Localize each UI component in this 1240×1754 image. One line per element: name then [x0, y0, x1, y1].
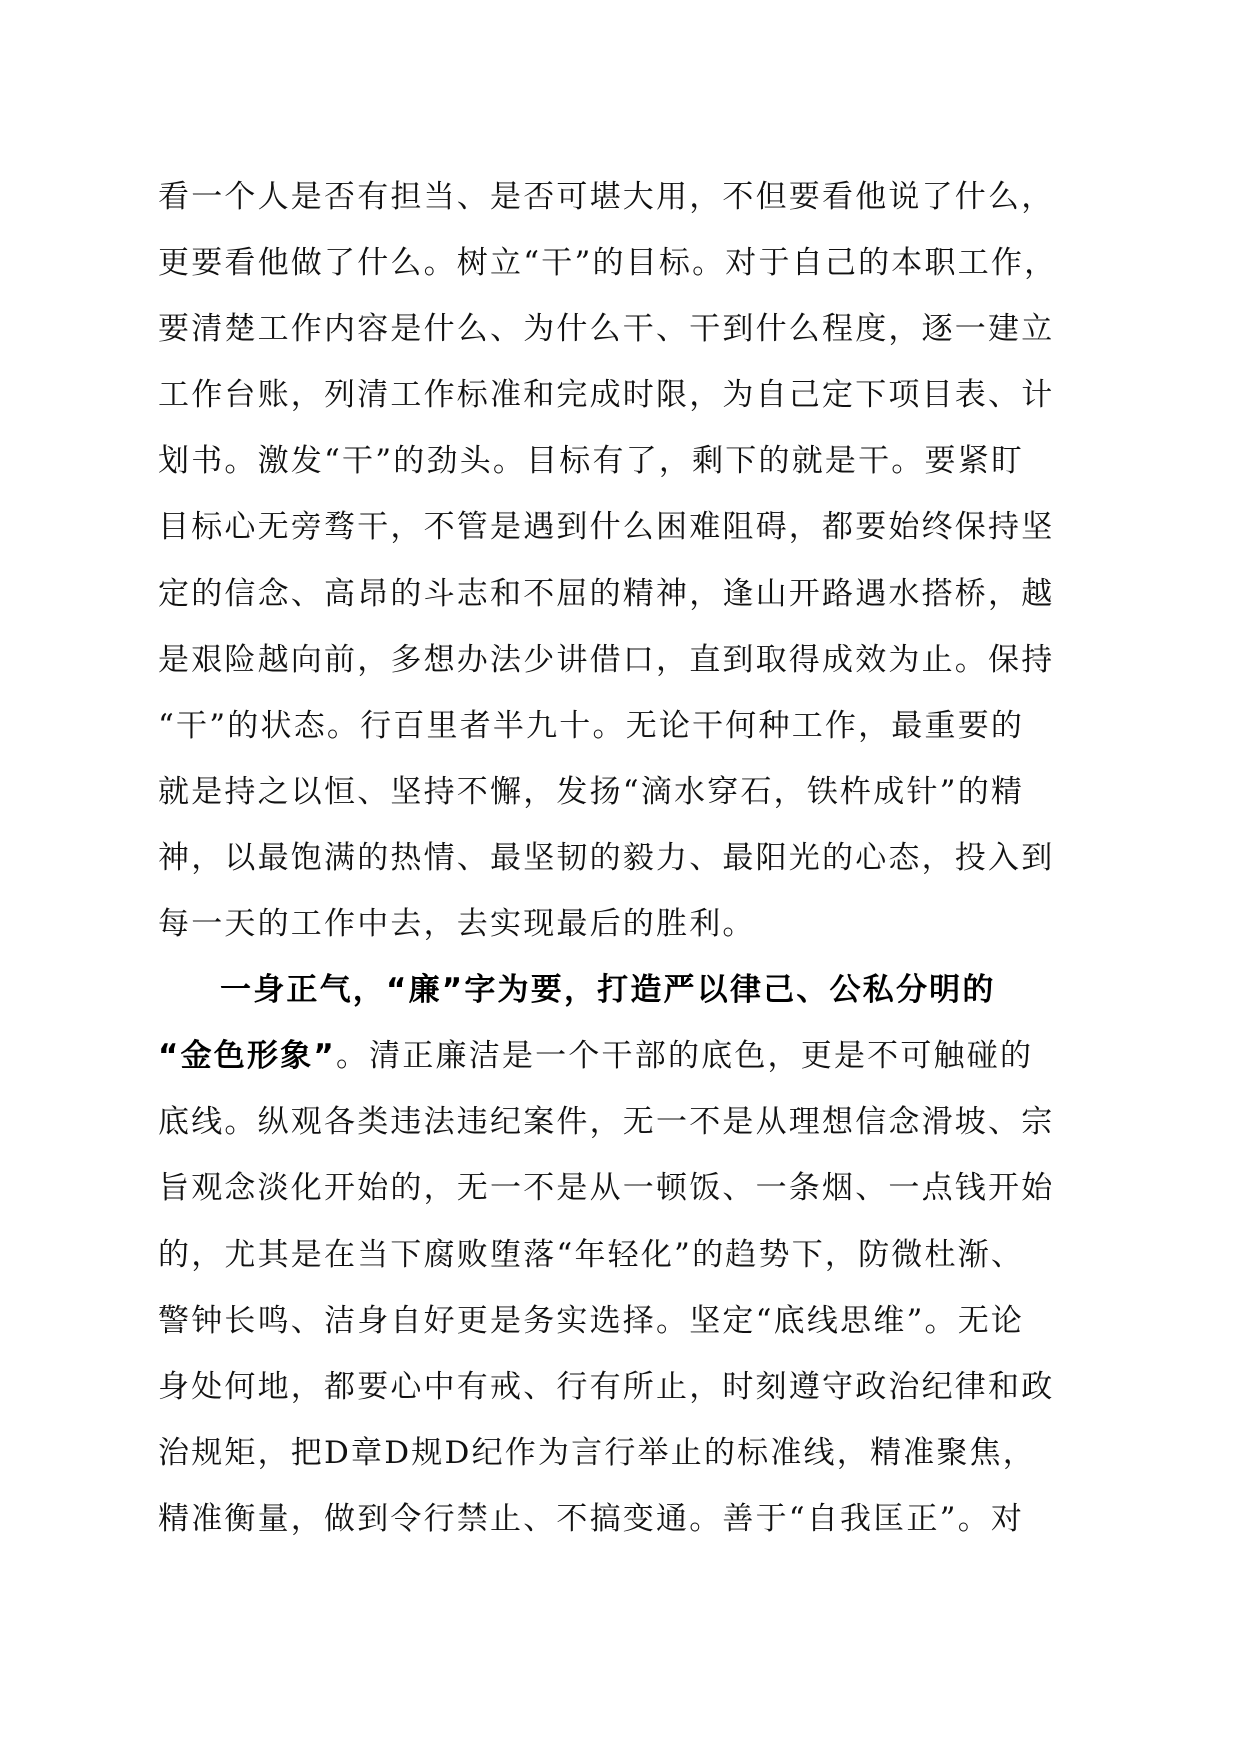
text-line: 警钟长鸣、洁身自好更是务实选择。坚定“底线思维”。无论	[158, 1302, 1025, 1339]
text-line: 的，尤其是在当下腐败堕落“年轻化”的趋势下，防微杜渐、	[158, 1236, 1025, 1273]
text-line	[158, 1023, 1098, 1089]
text-line-rest: 。清正廉洁是一个干部的底色，更是不可触碰的	[335, 1038, 1034, 1075]
text-line: 旨观念淡化开始的，无一不是从一顿饭、一条烟、一点钱开始	[158, 1170, 1055, 1207]
text-line: “干”的状态。行百里者半九十。无论干何种工作，最重要的	[158, 707, 1025, 744]
text-line: 划书。激发“干”的劲头。目标有了，剩下的就是干。要紧盯	[158, 443, 1025, 480]
text-line: 是艰险越向前，多想办法少讲借口，直到取得成效为止。保持	[158, 641, 1055, 678]
section-heading: 一身正气，“廉”字为要，打造严以律己、公私分明的	[220, 972, 996, 1009]
text-line: 定的信念、高昂的斗志和不屈的精神，逢山开路遇水搭桥，越	[158, 575, 1055, 612]
text-line: 工作台账，列清工作标准和完成时限，为自己定下项目表、计	[158, 377, 1055, 414]
text-line: 底线。纵观各类违法违纪案件，无一不是从理想信念滑坡、宗	[158, 1104, 1055, 1141]
text-line: 每一天的工作中去，去实现最后的胜利。	[158, 906, 756, 943]
text-line: 目标心无旁骛干，不管是遇到什么困难阻碍，都要始终保持坚	[158, 509, 1055, 546]
text-line: 身处何地，都要心中有戒、行有所止，时刻遵守政治纪律和政	[158, 1368, 1055, 1405]
section-heading-continued: “金色形象”	[158, 1038, 336, 1075]
text-line: 要清楚工作内容是什么、为什么干、干到什么程度，逐一建立	[158, 311, 1055, 348]
text-line: 看一个人是否有担当、是否可堪大用，不但要看他说了什么，	[158, 179, 1055, 215]
text-line: 就是持之以恒、坚持不懈，发扬“滴水穿石，铁杵成针”的精	[158, 773, 1025, 810]
text-line: 精准衡量，做到令行禁止、不搞变通。善于“自我匡正”。对	[158, 1500, 1025, 1537]
document-body	[158, 164, 1098, 1552]
text-line: 神，以最饱满的热情、最坚韧的毅力、最阳光的心态，投入到	[158, 839, 1055, 876]
text-line: 更要看他做了什么。树立“干”的目标。对于自己的本职工作，	[158, 245, 1058, 282]
text-line: 治规矩，把D章D规D纪作为言行举止的标准线，精准聚焦，	[158, 1434, 1036, 1471]
